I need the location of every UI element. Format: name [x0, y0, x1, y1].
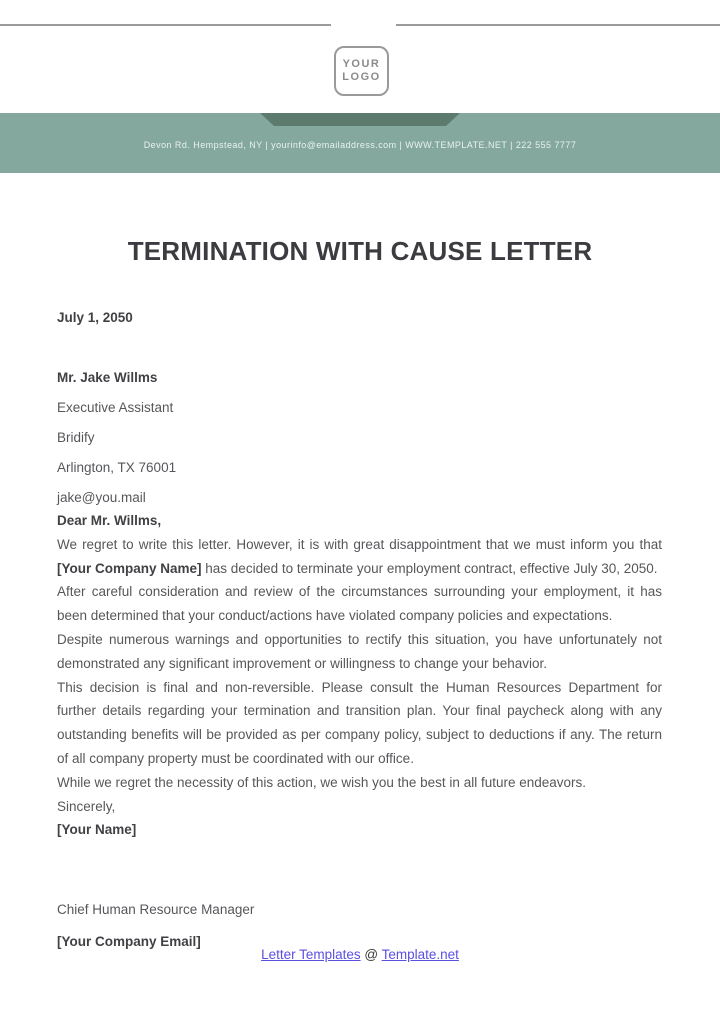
logo-line-1: YOUR — [342, 58, 381, 70]
signature-name-placeholder: [Your Name] — [57, 822, 137, 838]
recipient-company: Bridify — [57, 430, 95, 445]
recipient-address: Arlington, TX 76001 — [57, 460, 177, 475]
paragraph-1-after: has decided to terminate your employment contract, effective July 30, 2050. — [201, 560, 658, 576]
letter-title: TERMINATION WITH CAUSE LETTER — [127, 236, 593, 266]
logo-text — [342, 58, 380, 84]
letter-templates-link[interactable]: Letter Templates — [261, 947, 361, 962]
footer-separator: @ — [364, 947, 379, 962]
paragraph-1 — [57, 533, 662, 581]
recipient-role: Executive Assistant — [57, 400, 174, 415]
signature-email-placeholder: [Your Company Email] — [57, 934, 201, 949]
paragraph-3: Despite numerous warnings and opportunities to rectify this situation, you have unfortunately not demonstrated any significant improvement or willingness to change your behavior. — [57, 631, 662, 671]
closing: Sincerely, — [57, 798, 116, 814]
contact-info: Devon Rd. Hempstead, NY | yourinfo@emailaddress.com | WWW.TEMPLATE.NET | 222 555 7777 — [143, 140, 577, 150]
footer — [0, 947, 720, 962]
signature-role: Chief Human Resource Manager — [57, 902, 255, 917]
paragraph-5: While we regret the necessity of this action, we wish you the best in all future endeavors. — [57, 774, 587, 790]
letter-body — [57, 509, 662, 842]
company-name-placeholder: [Your Company Name] — [57, 560, 202, 576]
template-net-link[interactable]: Template.net — [381, 947, 459, 962]
banner-ribbon-notch — [260, 113, 460, 126]
recipient-name: Mr. Jake Willms — [57, 370, 158, 385]
header-banner — [0, 113, 720, 173]
header-rule-right — [396, 24, 720, 26]
salutation: Dear Mr. Willms, — [57, 513, 162, 528]
paragraph-1-before: We regret to write this letter. However, it is with great disappointment that we must inform you that — [57, 536, 662, 552]
logo-line-2: LOGO — [342, 71, 381, 83]
recipient-email: jake@you.mail — [57, 490, 146, 505]
header-rule-left — [0, 24, 331, 26]
paragraph-4: This decision is final and non-reversible. Please consult the Human Resources Department for further details regarding your termination and transition plan. Your final paycheck along with any outstanding benefits will be provided as per company policy, subject to deductions if any. The return of all company property must be coordinated with our office. — [57, 679, 662, 766]
recipient-block — [57, 363, 176, 513]
logo-placeholder — [334, 46, 389, 96]
paragraph-2: After careful consideration and review of the circumstances surrounding your employment, it has been determined that your conduct/actions have violated company policies and expectations. — [57, 584, 662, 624]
letter-date: July 1, 2050 — [57, 310, 133, 325]
